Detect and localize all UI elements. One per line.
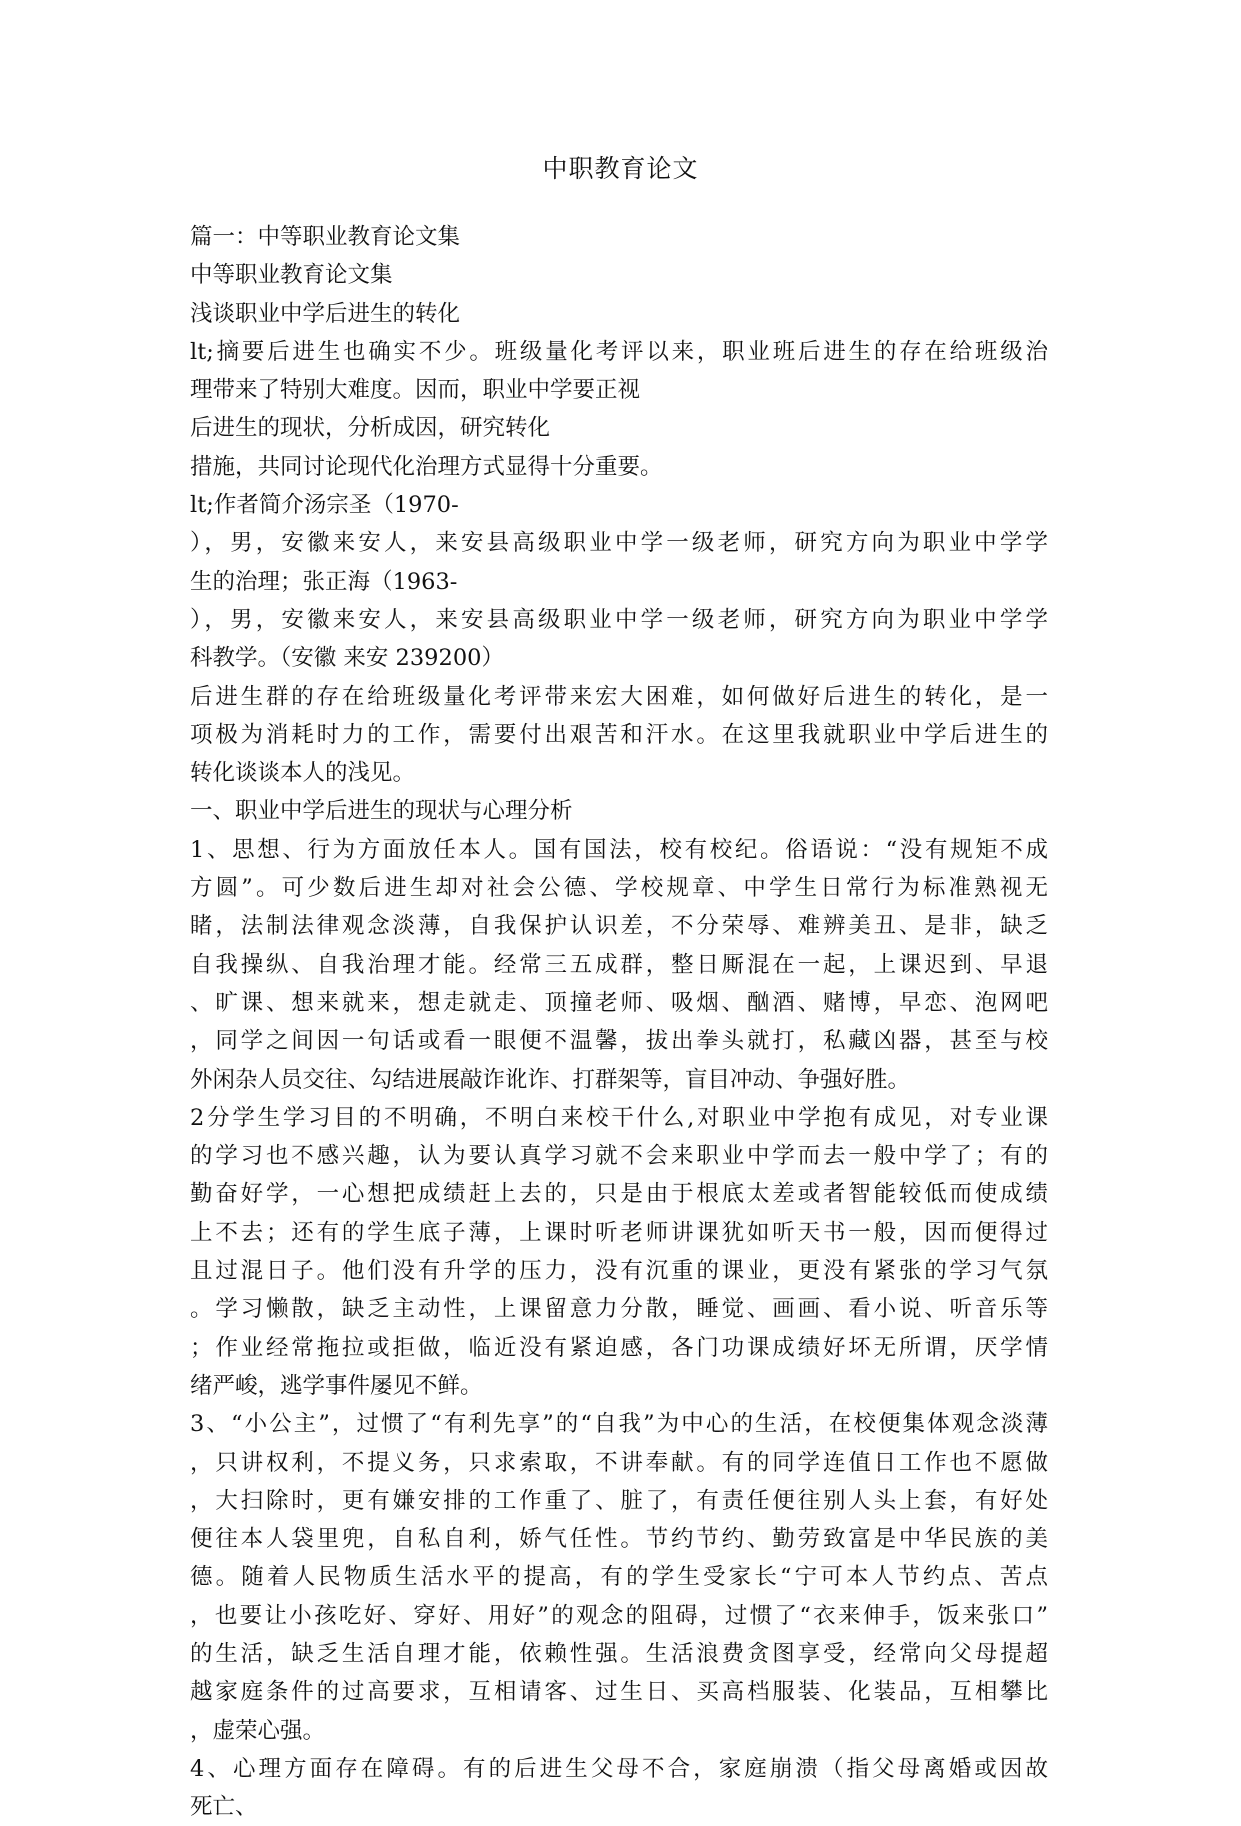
text-line: 一、职业中学后进生的现状与心理分析 (190, 798, 573, 825)
text-line: ；作业经常拖拉或拒做，临近没有紧迫感，各门功课成绩好坏无所谓，厌学情 (190, 1334, 1048, 1361)
text-line: ，同学之间因一句话或看一眼便不温馨，拔出拳头就打，私藏凶器，甚至与校 (190, 1028, 1048, 1055)
document-title: 中职教育论文 (542, 154, 699, 183)
text-line: 措施，共同讨论现代化治理方式显得十分重要。 (190, 453, 663, 480)
text-line: ），男，安徽来安人，来安县高级职业中学一级老师，研究方向为职业中学学 (190, 530, 1048, 557)
text-line: 后进生群的存在给班级量化考评带来宏大困难，如何做好后进生的转化，是一 (190, 683, 1048, 710)
text-line: 理带来了特别大难度。因而，职业中学要正视 (190, 377, 641, 404)
text-line: ，只讲权利，不提义务，只求索取，不讲奉献。有的同学连值日工作也不愿做 (190, 1449, 1048, 1476)
text-line: 后进生的现状，分析成因，研究转化 (190, 415, 551, 442)
text-line: ，也要让小孩吃好、穿好、用好”的观念的阻碍，过惯了“衣来伸手，饭来张口” (190, 1602, 1048, 1629)
text-line: ，大扫除时，更有嫌安排的工作重了、脏了，有责任便往别人头上套，有好处 (190, 1487, 1048, 1514)
text-line: 死亡、 (190, 1794, 258, 1821)
text-line: 便往本人袋里兜，自私自利，娇气任性。节约节约、勤劳致富是中华民族的美 (190, 1526, 1048, 1553)
text-line: 4、心理方面存在障碍。有的后进生父母不合，家庭崩溃（指父母离婚或因故 (190, 1755, 1048, 1782)
text-line: 1、思想、行为方面放任本人。国有国法，校有校纪。俗语说：“没有规矩不成 (190, 836, 1048, 863)
document-body (190, 218, 1048, 1826)
text-line: 绪严峻，逃学事件屡见不鲜。 (190, 1372, 483, 1399)
text-line: 、旷课、想来就来，想走就走、顶撞老师、吸烟、酗酒、赌博，早恋、泡网吧 (190, 989, 1048, 1016)
text-line: ，虚荣心强。 (190, 1717, 326, 1744)
text-line: 自我操纵、自我治理才能。经常三五成群，整日厮混在一起，上课迟到、早退 (190, 951, 1048, 978)
text-line: 睹，法制法律观念淡薄，自我保护认识差，不分荣辱、难辨美丑、是非，缺乏 (190, 913, 1048, 940)
text-line: 中等职业教育论文集 (190, 262, 393, 289)
text-line: 勤奋好学，一心想把成绩赶上去的，只是由于根底太差或者智能较低而使成绩 (190, 1181, 1048, 1208)
text-line: 的学习也不感兴趣，认为要认真学习就不会来职业中学而去一般中学了；有的 (190, 1143, 1048, 1170)
text-line: 转化谈谈本人的浅见。 (190, 760, 416, 787)
text-line: 项极为消耗时力的工作，需要付出艰苦和汗水。在这里我就职业中学后进生的 (190, 721, 1048, 748)
text-line: 德。随着人民物质生活水平的提高，有的学生受家长“宁可本人节约点、苦点 (190, 1564, 1048, 1591)
text-line: 且过混日子。他们没有升学的压力，没有沉重的课业，更没有紧张的学习气氛 (190, 1258, 1048, 1285)
text-line: 方圆”。可少数后进生却对社会公德、学校规章、中学生日常行为标准熟视无 (190, 875, 1048, 902)
text-line: 外闲杂人员交往、勾结进展敲诈讹诈、打群架等，盲目冲动、争强好胜。 (190, 1066, 911, 1093)
text-line: ），男，安徽来安人，来安县高级职业中学一级老师，研究方向为职业中学学 (190, 606, 1048, 633)
text-line: 3、“小公主”，过惯了“有利先享”的“自我”为中心的生活，在校便集体观念淡薄 (190, 1411, 1048, 1438)
text-line: 2分学生学习目的不明确，不明白来校干什么,对职业中学抱有成见，对专业课 (190, 1104, 1048, 1131)
text-line: 篇一：中等职业教育论文集 (190, 224, 461, 250)
text-line: 生的治理；张正海（1963- (190, 568, 458, 595)
text-line: 。学习懒散，缺乏主动性，上课留意力分散，睡觉、画画、看小说、听音乐等 (190, 1296, 1048, 1323)
text-line: 浅谈职业中学后进生的转化 (190, 300, 461, 327)
text-line: lt;摘要后进生也确实不少。班级量化考评以来，职业班后进生的存在给班级治 (190, 338, 1048, 365)
text-line: 越家庭条件的过高要求，互相请客、过生日、买高档服装、化装品，互相攀比 (190, 1679, 1048, 1706)
text-line: 上不去；还有的学生底子薄，上课时听老师讲课犹如听天书一般，因而便得过 (190, 1219, 1048, 1246)
text-line: lt;作者简介汤宗圣（1970- (190, 492, 459, 519)
text-line: 的生活，缺乏生活自理才能，依赖性强。生活浪费贪图享受，经常向父母提超 (190, 1640, 1048, 1667)
text-line: 科教学。（安徽 来安 239200） (190, 645, 504, 672)
